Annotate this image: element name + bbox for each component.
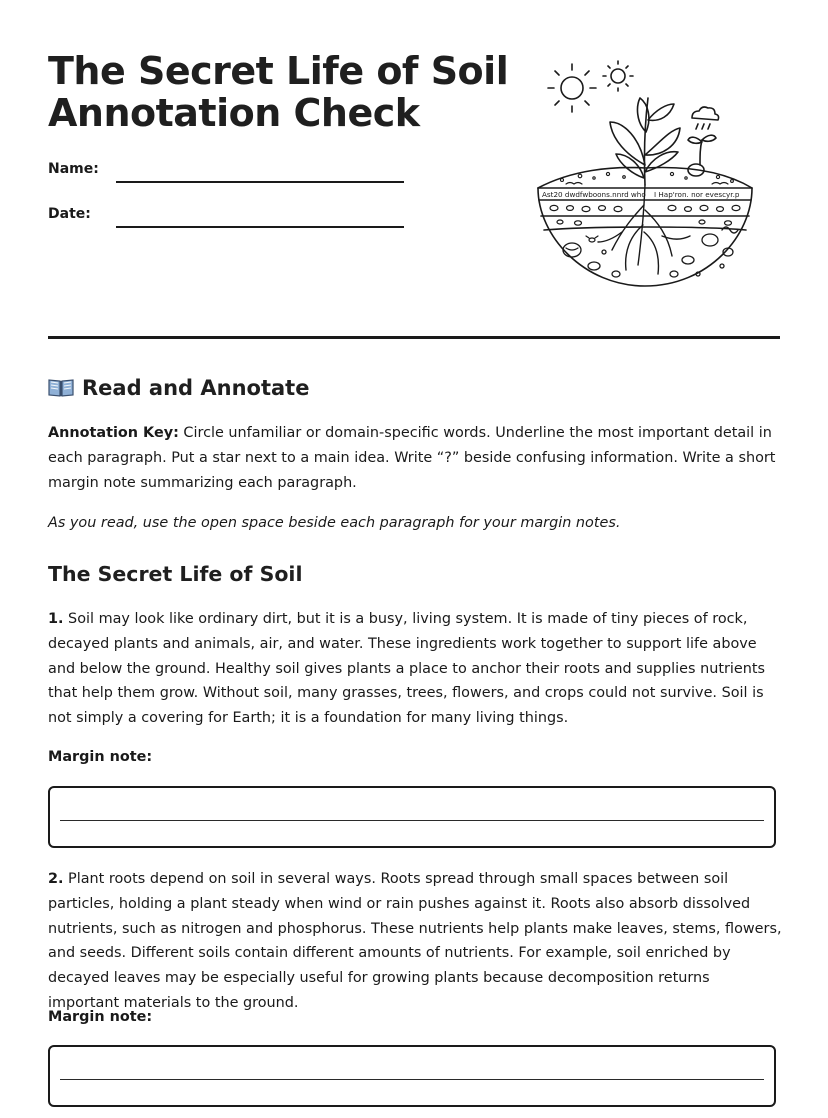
layer-text-left: Ast20 dwdfwboons.nnrd who [542,190,646,199]
margin-note-box [48,1045,776,1107]
margin-note-label: Margin note: [48,749,153,765]
worksheet-page [48,0,782,1025]
date-field [48,206,408,228]
annotation-key [48,421,783,495]
sun-icon [548,64,596,112]
name-field [48,161,408,183]
section-heading-text: Read and Annotate [82,376,310,400]
open-book-icon [48,377,74,397]
margin-note-box [48,786,776,848]
paragraph-1 [48,607,783,731]
writing-line [60,1079,764,1080]
writing-line [60,820,764,821]
date-line [116,226,404,228]
name-line [116,181,404,183]
worksheet-title [48,50,518,134]
plant-icon [610,98,680,185]
title-line-1: The Secret Life of Soil [48,49,509,93]
worm-icon [722,227,738,233]
name-input[interactable] [120,159,404,181]
section-heading [48,376,309,400]
annotation-key-label: Annotation Key: [48,425,179,441]
layer-text-right: I Hap'ron. nor evescyr.p [654,190,740,199]
name-label: Name: [48,161,99,177]
title-line-2: Annotation Check [48,91,420,135]
soil-cross-section-illustration [532,60,758,292]
bug-icon [586,236,598,242]
date-input[interactable] [120,204,404,226]
paragraph-text: Plant roots depend on soil in several ways. Roots spread through small spaces between soil particles, holding a plant steady when wind or rain pushes against it. Roots also absorb dissolved nutrients, such as nitrogen and phosphorus. These nutrients help plants make leaves, stems, flowers, and seeds. Different soils contain different amounts of nutrients. For example, soil enriched by decayed leaves may be especially useful for growing plants because decomposition returns important materials to the ground. [48,871,782,1011]
header-divider [48,336,780,339]
paragraph-text: Soil may look like ordinary dirt, but it is a busy, living system. It is made of tiny pieces of rock, decayed plants and animals, air, and water. These ingredients work together to support life above and below the ground. Healthy soil gives plants a place to anchor their roots and supplies nutrients that help them grow. Without soil, many grasses, trees, flowers, and crops could not survive. Soil is not simply a covering for Earth; it is a foundation for many living things. [48,611,765,727]
margin-note-label: Margin note: [48,1009,153,1025]
annotation-key-text: Circle unfamiliar or domain-specific words. Underline the most important detail in each paragraph. Put a star next to a main idea. Write “?” beside confusing information. Write a short margin note summarizing each paragraph. [48,425,776,491]
rain-cloud-icon [692,107,719,129]
paragraph-number: 1. [48,611,64,627]
story-title: The Secret Life of Soil [48,562,303,586]
worksheet-header [48,0,780,340]
date-label: Date: [48,206,91,222]
annotation-instruction: As you read, use the open space beside each paragraph for your margin notes. [48,515,621,531]
paragraph-2 [48,867,783,1016]
paragraph-number: 2. [48,871,64,887]
small-sun-icon [603,61,633,91]
